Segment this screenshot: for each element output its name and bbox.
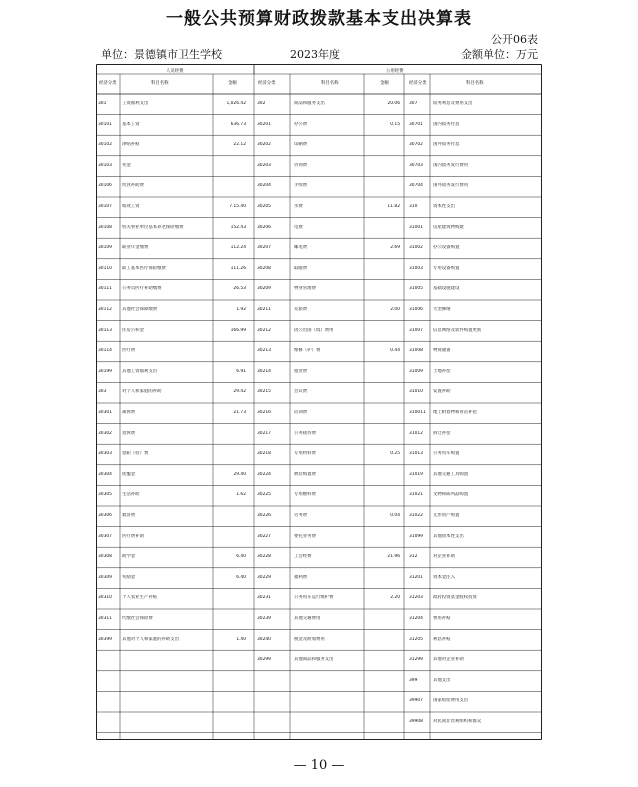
cell-n2: 咨询费 <box>294 162 308 168</box>
cell-c1: 30113 <box>98 327 112 333</box>
cell-n2: 其他交通费用 <box>294 616 321 621</box>
cell-n2: 取暖费 <box>294 265 308 271</box>
year-label: 2023年度 <box>290 48 340 61</box>
cell-c1: 30111 <box>98 286 112 292</box>
cell-a1: 112.24 <box>230 245 246 251</box>
cell-c1: 30308 <box>98 554 112 560</box>
cell-a1: 21.73 <box>233 410 246 415</box>
cell-a2: 21.96 <box>387 554 400 560</box>
cell-c1: 30114 <box>98 348 112 354</box>
cell-n2: 专用燃料费 <box>294 492 316 498</box>
cell-c3: 31201 <box>409 574 423 580</box>
cell-n1: 其他对个人和家庭的补助支出 <box>122 636 180 642</box>
cell-c1: 30305 <box>98 492 112 498</box>
cell-c3: 310 <box>409 204 418 209</box>
cell-c2: 30299 <box>257 657 271 663</box>
cell-n1: 助学金 <box>122 554 136 560</box>
cell-a2: 0.04 <box>390 513 400 518</box>
cell-n3: 资本性支出 <box>433 204 455 209</box>
cell-n1: 其他工资福利支出 <box>122 368 158 374</box>
cell-c3: 31008 <box>409 348 423 354</box>
cell-a1: 29.42 <box>233 389 246 395</box>
cell-c2: 30214 <box>257 368 271 374</box>
cell-a1: 22.12 <box>233 142 246 148</box>
cell-c2: 30205 <box>257 204 271 209</box>
cell-c2: 30213 <box>257 348 271 354</box>
cell-n1: 机关事业单位基本养老保险缴费 <box>122 224 184 230</box>
cell-c1: 30301 <box>98 410 112 415</box>
col-header-subject-2: 科目名称 <box>321 81 339 86</box>
cell-n2: 工会经费 <box>294 554 312 560</box>
cell-n1: 抚恤金 <box>122 471 136 477</box>
cell-c1: 30110 <box>98 265 112 271</box>
cell-n1: 救济费 <box>122 513 136 518</box>
cell-a2: 0.44 <box>390 348 400 354</box>
cell-n3: 资本金注入 <box>433 574 455 580</box>
cell-a2: 0.25 <box>390 451 400 457</box>
cell-c2: 30204 <box>257 183 271 189</box>
cell-n1: 退休费 <box>122 430 136 436</box>
cell-c1: 30108 <box>98 224 112 230</box>
cell-c2: 30215 <box>257 389 271 395</box>
cell-c2: 30229 <box>257 574 271 580</box>
cell-c2: 30206 <box>257 224 271 230</box>
cell-a1: 1.92 <box>236 307 246 312</box>
cell-c2: 30231 <box>257 595 271 601</box>
cell-n2: 办公费 <box>294 121 308 127</box>
cell-n2: 租赁费 <box>294 368 308 374</box>
col-header-subject-3: 科目名称 <box>466 81 484 86</box>
cell-c1: 30106 <box>98 183 112 189</box>
cell-c2: 30225 <box>257 492 271 498</box>
cell-n2: 电费 <box>294 224 303 230</box>
cell-n3: 国内债务发行费用 <box>433 162 469 168</box>
cell-n3: 无形资产购置 <box>433 513 460 518</box>
cell-n2: 福利费 <box>294 574 308 580</box>
cell-c3: 31007 <box>409 327 423 333</box>
expenditure-table <box>96 64 542 740</box>
cell-c3: 31019 <box>409 471 423 477</box>
cell-c3: 31204 <box>409 616 423 621</box>
cell-n1: 奖金 <box>122 162 131 168</box>
cell-n2: 公务用车运行维护费 <box>294 595 334 601</box>
cell-n2: 专用材料费 <box>294 451 316 457</box>
cell-a1: 6.40 <box>236 554 246 560</box>
cell-a1: 6.40 <box>236 574 246 580</box>
cell-n3: 地上附着物和青苗补偿 <box>433 410 477 415</box>
group-header-public: 公用经费 <box>386 69 404 74</box>
cell-n3: 土地补偿 <box>433 368 451 374</box>
cell-a1: 7.15.40 <box>229 204 246 209</box>
cell-n2: 手续费 <box>294 183 308 189</box>
cell-c3: 310011 <box>409 410 426 415</box>
cell-n3: 国外债务发行费用 <box>433 183 469 189</box>
cell-c2: 30228 <box>257 554 271 560</box>
table-number: 公开06表 <box>491 33 538 46</box>
cell-c1: 30303 <box>98 451 112 457</box>
cell-n2: 物业管理费 <box>294 286 316 292</box>
cell-n1: 医疗费补助 <box>122 533 144 539</box>
cell-n3: 基础设施建设 <box>433 286 460 292</box>
cell-n3: 房屋建筑物购建 <box>433 224 464 230</box>
cell-n1: 奖励金 <box>122 574 136 580</box>
cell-c1: 30102 <box>98 142 112 148</box>
cell-a1: 29.40 <box>233 471 246 477</box>
cell-n2: 水费 <box>294 204 303 209</box>
cell-a2: 2.00 <box>390 307 400 312</box>
cell-c1: 30302 <box>98 430 112 436</box>
unit-label: 单位：景德镇市卫生学校 <box>101 48 222 61</box>
cell-a1: 152.43 <box>230 224 246 230</box>
cell-n3: 国外债务付息 <box>433 142 460 148</box>
cell-n2: 劳务费 <box>294 513 308 518</box>
cell-c3: 31299 <box>409 657 423 663</box>
cell-a2: 0.15 <box>390 121 400 127</box>
cell-c3: 31099 <box>409 533 423 539</box>
cell-c2: 30240 <box>257 636 271 642</box>
cell-n2: 印刷费 <box>294 142 308 148</box>
cell-c3: 31003 <box>409 265 423 271</box>
cell-a1: 1,026.42 <box>226 101 246 106</box>
col-header-amount-2: 金额 <box>380 81 389 86</box>
cell-n1: 退职（役）费 <box>122 451 149 457</box>
cell-c3: 31010 <box>409 389 423 395</box>
cell-n1: 基本工资 <box>122 121 140 127</box>
cell-c3: 31013 <box>409 451 423 457</box>
group-header-personnel: 人员经费 <box>166 69 184 74</box>
cell-a1: 6.91 <box>236 368 246 374</box>
cell-n3: 其他资本性支出 <box>433 533 464 539</box>
cell-c2: 302 <box>257 101 266 106</box>
cell-c1: 30103 <box>98 162 112 168</box>
cell-c3: 31005 <box>409 286 423 292</box>
cell-a1: 26.53 <box>233 286 246 292</box>
cell-c2: 30217 <box>257 430 271 436</box>
cell-n3: 公务用车购置 <box>433 451 460 457</box>
cell-c2: 30203 <box>257 162 271 168</box>
cell-n3: 对企业补助 <box>433 554 455 560</box>
cell-n3: 其他支出 <box>433 677 451 683</box>
cell-c1: 30306 <box>98 513 112 518</box>
col-header-subject-1: 科目名称 <box>151 81 169 86</box>
cell-n3: 大型修缮 <box>433 307 451 312</box>
cell-n1: 离休费 <box>122 410 136 415</box>
cell-c1: 30310 <box>98 595 112 601</box>
cell-n3: 文物和陈列品购置 <box>433 492 469 498</box>
cell-n1: 公务员医疗补助缴费 <box>122 286 162 292</box>
cell-n3: 物资储备 <box>433 348 451 354</box>
cell-n2: 委托业务费 <box>294 533 316 539</box>
cell-a2: 11.82 <box>387 204 400 209</box>
col-header-code-1: 经济分类 <box>99 81 117 86</box>
cell-n1: 津贴补贴 <box>122 142 140 148</box>
cell-n2: 税金及附加费用 <box>294 636 325 642</box>
cell-n1: 其他社会保障缴费 <box>122 307 158 312</box>
cell-n2: 差旅费 <box>294 307 308 312</box>
cell-c2: 30207 <box>257 245 271 251</box>
cell-a1: 1.40 <box>236 636 246 642</box>
cell-c3: 312 <box>409 554 418 560</box>
cell-c2: 30201 <box>257 121 271 127</box>
cell-n1: 职工基本医疗保险缴费 <box>122 265 166 271</box>
cell-c2: 30208 <box>257 265 271 271</box>
report-title: 一般公共预算财政拨款基本支出决算表 <box>166 9 472 29</box>
cell-n3: 对民间非营利组织和群众 <box>433 719 482 724</box>
cell-c2: 30202 <box>257 142 271 148</box>
cell-c1: 30309 <box>98 574 112 580</box>
cell-n3: 安置补助 <box>433 389 451 395</box>
cell-c1: 30112 <box>98 307 112 312</box>
cell-a2: 2.20 <box>390 595 400 601</box>
cell-c2: 30211 <box>257 307 271 312</box>
cell-n1: 住房公积金 <box>122 327 144 333</box>
cell-n3: 专用设备购置 <box>433 265 460 271</box>
cell-c3: 31002 <box>409 245 423 251</box>
cell-c1: 303 <box>98 389 107 395</box>
cell-a2: 20.06 <box>387 101 400 106</box>
cell-c1: 30399 <box>98 636 112 642</box>
cell-n2: 商品和服务支出 <box>294 101 325 106</box>
cell-n1: 工资福利支出 <box>122 101 149 106</box>
cell-n3: 国内债务付息 <box>433 121 460 127</box>
col-header-code-2: 经济分类 <box>258 81 276 86</box>
cell-c3: 30703 <box>409 162 423 168</box>
col-header-amount-1: 金额 <box>228 81 237 86</box>
cell-n3: 利息补贴 <box>433 636 451 642</box>
cell-c3: 31205 <box>409 636 423 642</box>
cell-n1: 对个人和家庭的补助 <box>122 389 162 395</box>
cell-n3: 国家赔偿费用支出 <box>433 698 469 704</box>
cell-c3: 39907 <box>409 698 423 704</box>
cell-n1: 职业年金缴费 <box>122 245 149 251</box>
cell-c2: 30224 <box>257 471 271 477</box>
cell-c3: 30704 <box>409 183 423 189</box>
cell-n3: 办公设备购置 <box>433 245 460 251</box>
cell-c3: 31012 <box>409 430 423 436</box>
cell-c3: 31009 <box>409 368 423 374</box>
cell-n3: 拆迁补偿 <box>433 430 451 436</box>
cell-c1: 30101 <box>98 121 112 127</box>
cell-n3: 费用补贴 <box>433 616 451 621</box>
cell-n2: 其他商品和服务支出 <box>294 657 334 663</box>
cell-a2: 2.69 <box>390 245 400 251</box>
cell-c3: 31006 <box>409 307 423 312</box>
cell-a1: 111.26 <box>230 265 246 271</box>
cell-n2: 被装购置费 <box>294 471 316 477</box>
cell-c2: 30218 <box>257 451 271 457</box>
cell-n3: 其他交通工具购置 <box>433 471 469 477</box>
cell-c1: 30311 <box>98 616 112 621</box>
cell-n2: 公务接待费 <box>294 430 316 436</box>
cell-c3: 30702 <box>409 142 423 148</box>
cell-n3: 信息网络及软件购置更新 <box>433 327 482 333</box>
cell-c1: 30107 <box>98 204 112 209</box>
cell-n3: 其他对企业补助 <box>433 657 464 663</box>
cell-c2: 30227 <box>257 533 271 539</box>
cell-c2: 30216 <box>257 410 271 415</box>
cell-n3: 债务利息及费用支出 <box>433 101 473 106</box>
cell-n2: 因公出国（境）费用 <box>294 327 334 333</box>
cell-a1: 636.73 <box>230 121 246 127</box>
cell-c3: 399 <box>409 677 418 683</box>
cell-c3: 31021 <box>409 492 423 498</box>
cell-c1: 30304 <box>98 471 112 477</box>
cell-c2: 30226 <box>257 513 271 518</box>
cell-n1: 绩效工资 <box>122 204 140 209</box>
cell-c3: 31022 <box>409 513 423 518</box>
cell-c1: 30109 <box>98 245 112 251</box>
cell-n1: 医疗费 <box>122 348 136 354</box>
cell-c3: 39908 <box>409 719 423 724</box>
amount-unit-label: 金额单位：万元 <box>461 48 538 61</box>
cell-a1: 1.62 <box>236 492 246 498</box>
cell-n3: 政府投资基金股权投资 <box>433 595 477 601</box>
cell-c2: 30239 <box>257 616 271 621</box>
cell-n1: 代缴社会保险费 <box>122 616 153 621</box>
cell-c1: 301 <box>98 101 107 106</box>
col-header-code-3: 经济分类 <box>409 81 427 86</box>
cell-n2: 维修（护）费 <box>294 348 321 354</box>
cell-c3: 30701 <box>409 121 423 127</box>
cell-n2: 培训费 <box>294 410 308 415</box>
cell-n1: 个人农业生产补贴 <box>122 595 158 601</box>
cell-n2: 邮电费 <box>294 245 308 251</box>
cell-c3: 31203 <box>409 595 423 601</box>
cell-c1: 30199 <box>98 368 112 374</box>
cell-c3: 307 <box>409 101 418 106</box>
cell-c2: 30212 <box>257 327 271 333</box>
cell-n2: 会议费 <box>294 389 308 395</box>
cell-c1: 30307 <box>98 533 112 539</box>
cell-n1: 伙食补助费 <box>122 183 144 189</box>
cell-c2: 30209 <box>257 286 271 292</box>
cell-n1: 生活补助 <box>122 492 140 498</box>
cell-a1: 166.99 <box>230 327 246 333</box>
page-number: — 10 — <box>293 758 345 773</box>
cell-c3: 31001 <box>409 224 423 230</box>
